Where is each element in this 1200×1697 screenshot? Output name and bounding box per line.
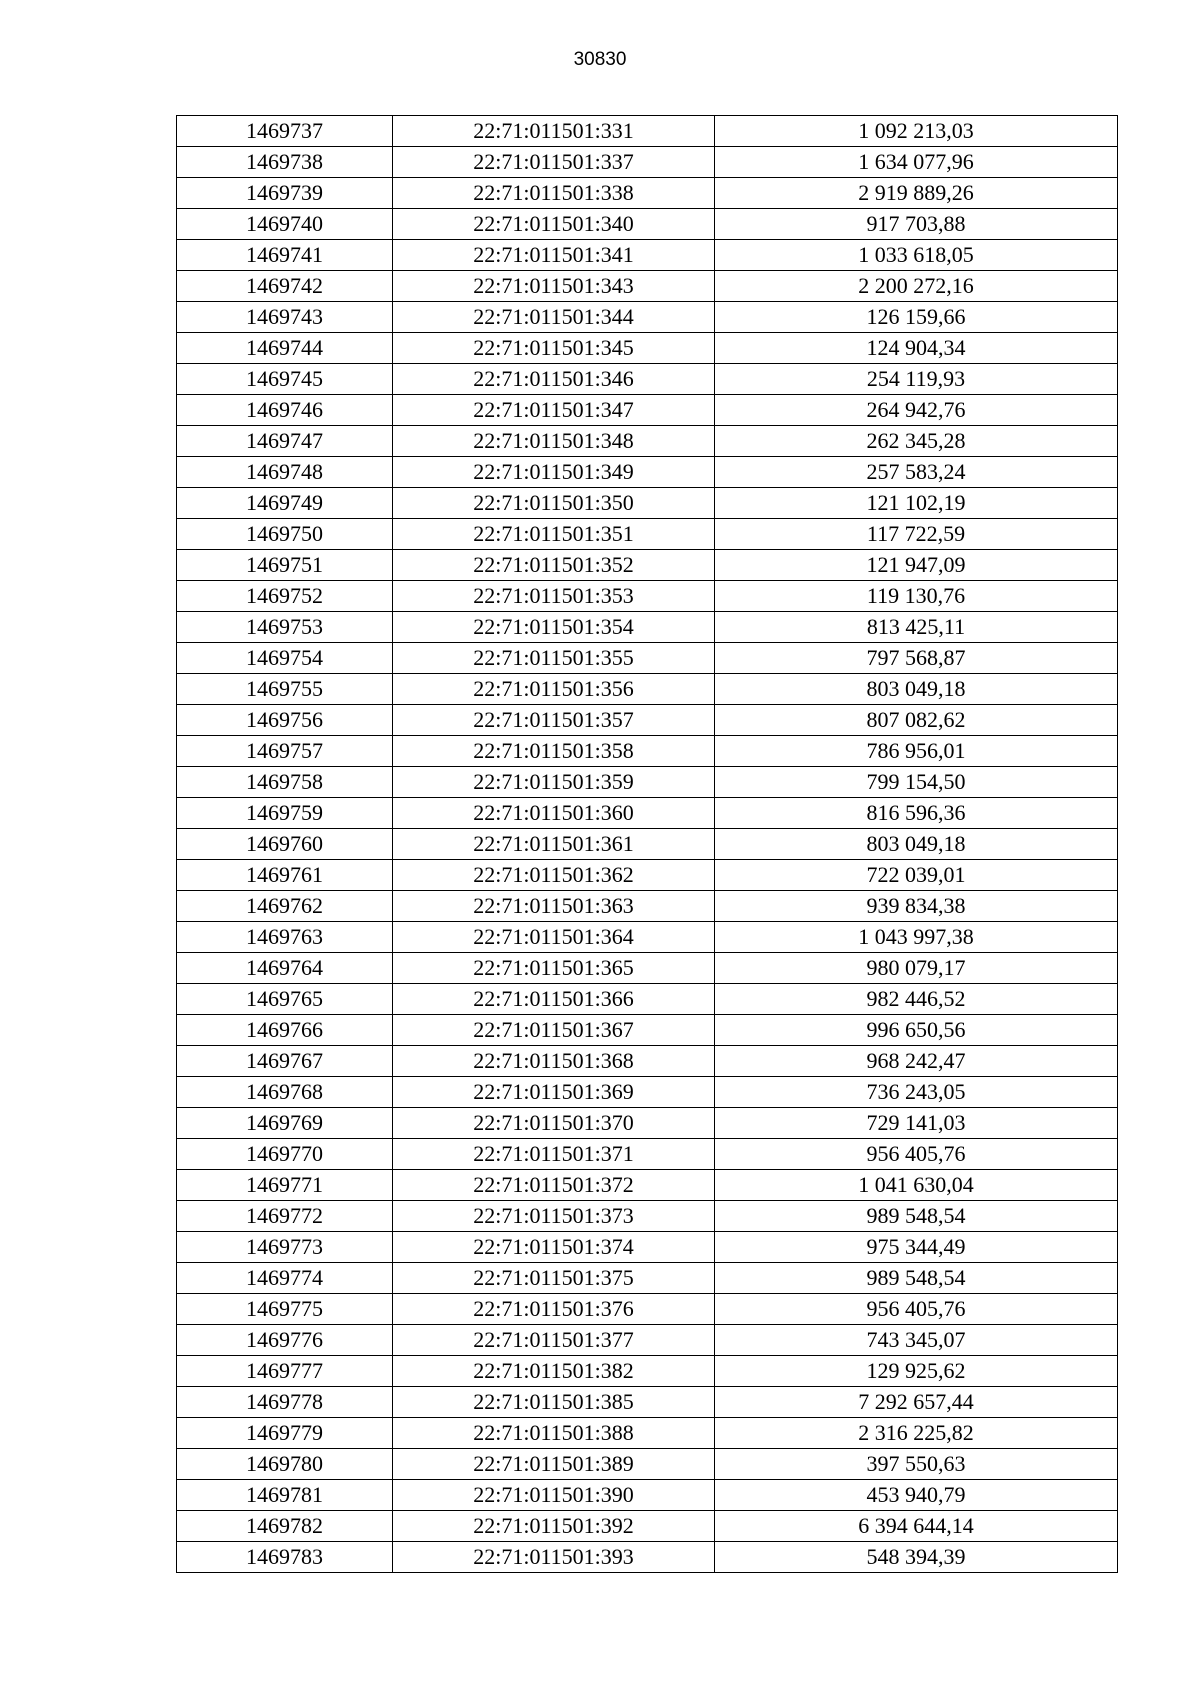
cadastral-number-cell: 22:71:011501:343 [393,271,715,302]
cadastral-value-cell: 119 130,76 [715,581,1118,612]
cadastral-number-cell: 22:71:011501:354 [393,612,715,643]
cadastral-value-cell: 975 344,49 [715,1232,1118,1263]
cadastral-number-cell: 22:71:011501:341 [393,240,715,271]
row-number-cell: 1469753 [177,612,393,643]
row-number-cell: 1469767 [177,1046,393,1077]
cadastral-number-cell: 22:71:011501:355 [393,643,715,674]
cadastral-value-cell: 939 834,38 [715,891,1118,922]
cadastral-number-cell: 22:71:011501:377 [393,1325,715,1356]
cadastral-number-cell: 22:71:011501:374 [393,1232,715,1263]
cadastral-number-cell: 22:71:011501:338 [393,178,715,209]
cadastral-value-cell: 117 722,59 [715,519,1118,550]
cadastral-value-cell: 989 548,54 [715,1201,1118,1232]
table-row [177,1542,1118,1573]
table-row [177,271,1118,302]
cadastral-number-cell: 22:71:011501:349 [393,457,715,488]
cadastral-value-table [176,115,1118,1573]
cadastral-number-cell: 22:71:011501:368 [393,1046,715,1077]
cadastral-value-cell: 121 947,09 [715,550,1118,581]
table-row [177,1263,1118,1294]
cadastral-number-cell: 22:71:011501:388 [393,1418,715,1449]
row-number-cell: 1469749 [177,488,393,519]
cadastral-number-cell: 22:71:011501:344 [393,302,715,333]
table-row [177,1232,1118,1263]
table-row [177,1418,1118,1449]
row-number-cell: 1469740 [177,209,393,240]
row-number-cell: 1469755 [177,674,393,705]
cadastral-number-cell: 22:71:011501:353 [393,581,715,612]
cadastral-value-cell: 803 049,18 [715,674,1118,705]
cadastral-value-cell: 797 568,87 [715,643,1118,674]
row-number-cell: 1469759 [177,798,393,829]
cadastral-value-cell: 803 049,18 [715,829,1118,860]
cadastral-number-cell: 22:71:011501:350 [393,488,715,519]
table-row [177,860,1118,891]
cadastral-value-cell: 126 159,66 [715,302,1118,333]
cadastral-value-cell: 989 548,54 [715,1263,1118,1294]
table-row [177,891,1118,922]
row-number-cell: 1469760 [177,829,393,860]
row-number-cell: 1469757 [177,736,393,767]
row-number-cell: 1469742 [177,271,393,302]
cadastral-value-cell: 786 956,01 [715,736,1118,767]
table-row [177,1201,1118,1232]
cadastral-number-cell: 22:71:011501:369 [393,1077,715,1108]
table-row [177,953,1118,984]
row-number-cell: 1469775 [177,1294,393,1325]
row-number-cell: 1469779 [177,1418,393,1449]
cadastral-number-cell: 22:71:011501:367 [393,1015,715,1046]
row-number-cell: 1469782 [177,1511,393,1542]
cadastral-value-cell: 548 394,39 [715,1542,1118,1573]
cadastral-value-cell: 264 942,76 [715,395,1118,426]
cadastral-value-cell: 956 405,76 [715,1294,1118,1325]
table-row [177,426,1118,457]
cadastral-number-cell: 22:71:011501:371 [393,1139,715,1170]
cadastral-number-cell: 22:71:011501:370 [393,1108,715,1139]
cadastral-value-cell: 453 940,79 [715,1480,1118,1511]
cadastral-value-cell: 813 425,11 [715,612,1118,643]
cadastral-value-cell: 722 039,01 [715,860,1118,891]
cadastral-number-cell: 22:71:011501:359 [393,767,715,798]
cadastral-number-cell: 22:71:011501:345 [393,333,715,364]
row-number-cell: 1469778 [177,1387,393,1418]
cadastral-value-cell: 254 119,93 [715,364,1118,395]
table-row [177,643,1118,674]
table-row [177,1511,1118,1542]
cadastral-value-cell: 1 092 213,03 [715,116,1118,147]
row-number-cell: 1469751 [177,550,393,581]
cadastral-value-cell: 736 243,05 [715,1077,1118,1108]
row-number-cell: 1469769 [177,1108,393,1139]
row-number-cell: 1469745 [177,364,393,395]
cadastral-number-cell: 22:71:011501:365 [393,953,715,984]
table-row [177,1015,1118,1046]
cadastral-number-cell: 22:71:011501:337 [393,147,715,178]
cadastral-number-cell: 22:71:011501:375 [393,1263,715,1294]
cadastral-number-cell: 22:71:011501:373 [393,1201,715,1232]
cadastral-value-cell: 2 200 272,16 [715,271,1118,302]
row-number-cell: 1469765 [177,984,393,1015]
cadastral-value-cell: 262 345,28 [715,426,1118,457]
cadastral-number-cell: 22:71:011501:390 [393,1480,715,1511]
row-number-cell: 1469781 [177,1480,393,1511]
cadastral-value-cell: 1 041 630,04 [715,1170,1118,1201]
table-row [177,829,1118,860]
table-row [177,705,1118,736]
cadastral-number-cell: 22:71:011501:352 [393,550,715,581]
cadastral-value-cell: 6 394 644,14 [715,1511,1118,1542]
row-number-cell: 1469773 [177,1232,393,1263]
row-number-cell: 1469776 [177,1325,393,1356]
table-row [177,736,1118,767]
cadastral-value-cell: 121 102,19 [715,488,1118,519]
table-row [177,1108,1118,1139]
cadastral-number-cell: 22:71:011501:348 [393,426,715,457]
table-row [177,1139,1118,1170]
cadastral-number-cell: 22:71:011501:356 [393,674,715,705]
cadastral-value-cell: 397 550,63 [715,1449,1118,1480]
table-row [177,395,1118,426]
row-number-cell: 1469739 [177,178,393,209]
table-body [177,116,1118,1573]
table-row [177,1480,1118,1511]
cadastral-number-cell: 22:71:011501:385 [393,1387,715,1418]
cadastral-value-cell: 816 596,36 [715,798,1118,829]
row-number-cell: 1469763 [177,922,393,953]
cadastral-number-cell: 22:71:011501:364 [393,922,715,953]
table-row [177,364,1118,395]
cadastral-value-cell: 1 634 077,96 [715,147,1118,178]
cadastral-number-cell: 22:71:011501:357 [393,705,715,736]
cadastral-number-cell: 22:71:011501:372 [393,1170,715,1201]
cadastral-value-cell: 956 405,76 [715,1139,1118,1170]
row-number-cell: 1469752 [177,581,393,612]
table-row [177,1325,1118,1356]
cadastral-value-cell: 1 043 997,38 [715,922,1118,953]
table-row [177,798,1118,829]
cadastral-value-cell: 980 079,17 [715,953,1118,984]
table-row [177,612,1118,643]
cadastral-number-cell: 22:71:011501:392 [393,1511,715,1542]
table-row [177,1356,1118,1387]
table-row [177,333,1118,364]
cadastral-value-cell: 996 650,56 [715,1015,1118,1046]
cadastral-number-cell: 22:71:011501:360 [393,798,715,829]
table-row [177,767,1118,798]
table-row [177,1294,1118,1325]
cadastral-number-cell: 22:71:011501:347 [393,395,715,426]
cadastral-value-cell: 129 925,62 [715,1356,1118,1387]
page-number: 30830 [573,49,627,70]
cadastral-value-cell: 257 583,24 [715,457,1118,488]
table-row [177,240,1118,271]
cadastral-number-cell: 22:71:011501:361 [393,829,715,860]
cadastral-value-cell: 1 033 618,05 [715,240,1118,271]
row-number-cell: 1469743 [177,302,393,333]
table-row [177,1077,1118,1108]
row-number-cell: 1469761 [177,860,393,891]
row-number-cell: 1469750 [177,519,393,550]
row-number-cell: 1469762 [177,891,393,922]
row-number-cell: 1469744 [177,333,393,364]
table-row [177,550,1118,581]
cadastral-number-cell: 22:71:011501:389 [393,1449,715,1480]
row-number-cell: 1469780 [177,1449,393,1480]
cadastral-number-cell: 22:71:011501:362 [393,860,715,891]
table-row [177,116,1118,147]
table-row [177,922,1118,953]
table-row [177,984,1118,1015]
row-number-cell: 1469768 [177,1077,393,1108]
cadastral-value-cell: 743 345,07 [715,1325,1118,1356]
row-number-cell: 1469770 [177,1139,393,1170]
table-row [177,519,1118,550]
table-row [177,1046,1118,1077]
cadastral-value-cell: 799 154,50 [715,767,1118,798]
cadastral-number-cell: 22:71:011501:376 [393,1294,715,1325]
cadastral-number-cell: 22:71:011501:346 [393,364,715,395]
row-number-cell: 1469756 [177,705,393,736]
table-row [177,1387,1118,1418]
cadastral-number-cell: 22:71:011501:331 [393,116,715,147]
table-row [177,1449,1118,1480]
row-number-cell: 1469737 [177,116,393,147]
table-row [177,674,1118,705]
table-row [177,147,1118,178]
row-number-cell: 1469741 [177,240,393,271]
cadastral-value-cell: 982 446,52 [715,984,1118,1015]
cadastral-number-cell: 22:71:011501:382 [393,1356,715,1387]
table-row [177,209,1118,240]
row-number-cell: 1469766 [177,1015,393,1046]
row-number-cell: 1469777 [177,1356,393,1387]
cadastral-value-cell: 917 703,88 [715,209,1118,240]
cadastral-number-cell: 22:71:011501:366 [393,984,715,1015]
row-number-cell: 1469758 [177,767,393,798]
cadastral-value-cell: 729 141,03 [715,1108,1118,1139]
cadastral-number-cell: 22:71:011501:363 [393,891,715,922]
table-row [177,302,1118,333]
table-row [177,488,1118,519]
cadastral-number-cell: 22:71:011501:351 [393,519,715,550]
cadastral-value-cell: 2 919 889,26 [715,178,1118,209]
row-number-cell: 1469747 [177,426,393,457]
cadastral-number-cell: 22:71:011501:393 [393,1542,715,1573]
cadastral-value-cell: 124 904,34 [715,333,1118,364]
cadastral-value-cell: 968 242,47 [715,1046,1118,1077]
row-number-cell: 1469764 [177,953,393,984]
table-row [177,581,1118,612]
cadastral-value-cell: 807 082,62 [715,705,1118,736]
row-number-cell: 1469746 [177,395,393,426]
row-number-cell: 1469754 [177,643,393,674]
cadastral-number-cell: 22:71:011501:358 [393,736,715,767]
row-number-cell: 1469738 [177,147,393,178]
table-row [177,457,1118,488]
row-number-cell: 1469774 [177,1263,393,1294]
table-row [177,178,1118,209]
row-number-cell: 1469783 [177,1542,393,1573]
cadastral-number-cell: 22:71:011501:340 [393,209,715,240]
cadastral-value-cell: 7 292 657,44 [715,1387,1118,1418]
row-number-cell: 1469771 [177,1170,393,1201]
row-number-cell: 1469748 [177,457,393,488]
row-number-cell: 1469772 [177,1201,393,1232]
cadastral-value-cell: 2 316 225,82 [715,1418,1118,1449]
table-row [177,1170,1118,1201]
